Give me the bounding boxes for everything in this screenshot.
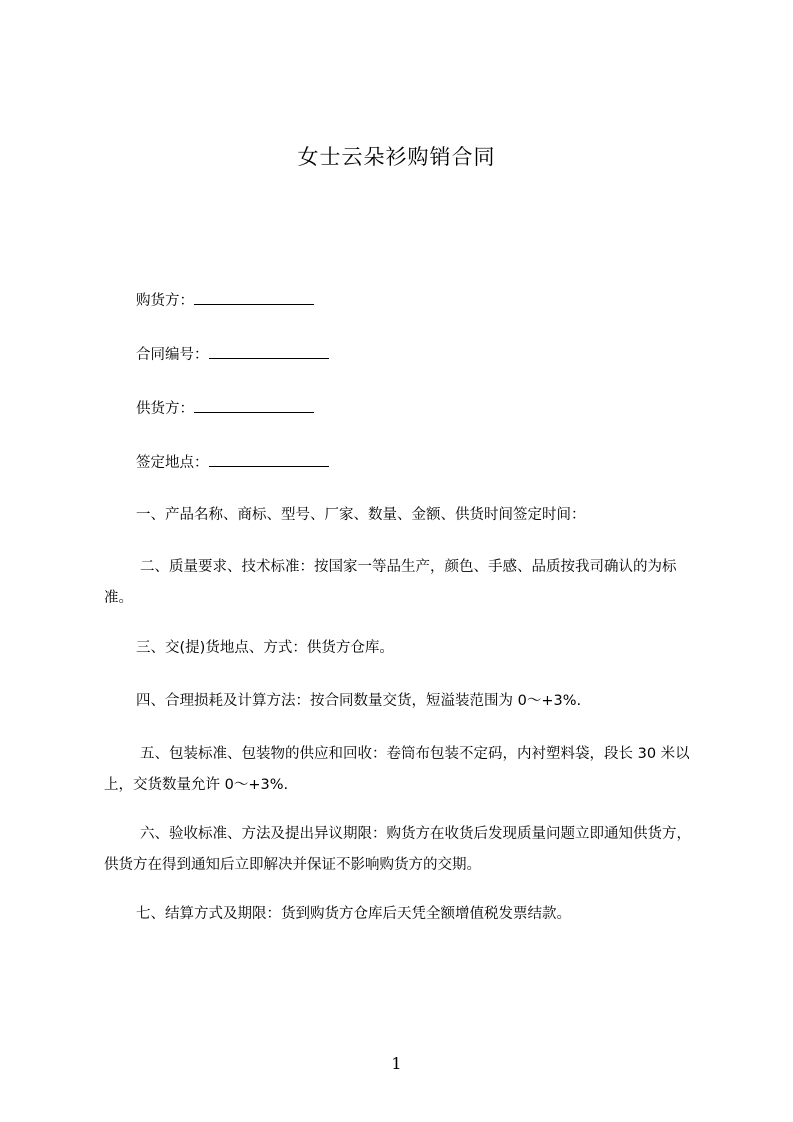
clause-3: 三、交(提)货地点、方式：供货方仓库。 [136,640,394,656]
page-number: 1 [391,1054,402,1073]
signing-place-label: 签定地点： [136,455,209,471]
supplier-field [136,398,314,420]
contract-number-blank[interactable] [209,344,329,359]
clause-4: 四、合理损耗及计算方法：按合同数量交货，短溢装范围为 0～+3%. [136,693,582,709]
supplier-label: 供货方： [136,401,194,417]
contract-number-label: 合同编号： [136,347,209,363]
buyer-field [136,290,314,312]
clause-2: 二、质量要求、技术标准：按国家一等品生产，颜色、手感、品质按我司确认的为标准。 [104,559,677,606]
clause-6: 六、验收标准、方法及提出异议期限：购货方在收货后发现质量问题立即通知供货方，供货方在得到通知后立即解决并保证不影响购货方的交期。 [104,826,691,873]
document-title: 女士云朵衫购销合同 [297,145,496,169]
clause-5: 五、包装标准、包装物的供应和回收：卷筒布包装不定码，内衬塑料袋，段长 30 米以上，交货数量允许 0～+3%. [104,746,690,793]
signing-place-field [136,452,329,474]
buyer-label: 购货方： [136,293,194,309]
signing-place-blank[interactable] [209,452,329,467]
contract-number-field [136,344,329,366]
buyer-blank[interactable] [194,290,314,305]
clause-1: 一、产品名称、商标、型号、厂家、数量、金额、供货时间签定时间： [136,507,586,523]
supplier-blank[interactable] [194,398,314,413]
clause-7: 七、结算方式及期限：货到购货方仓库后天凭全额增值税发票结款。 [136,906,571,922]
